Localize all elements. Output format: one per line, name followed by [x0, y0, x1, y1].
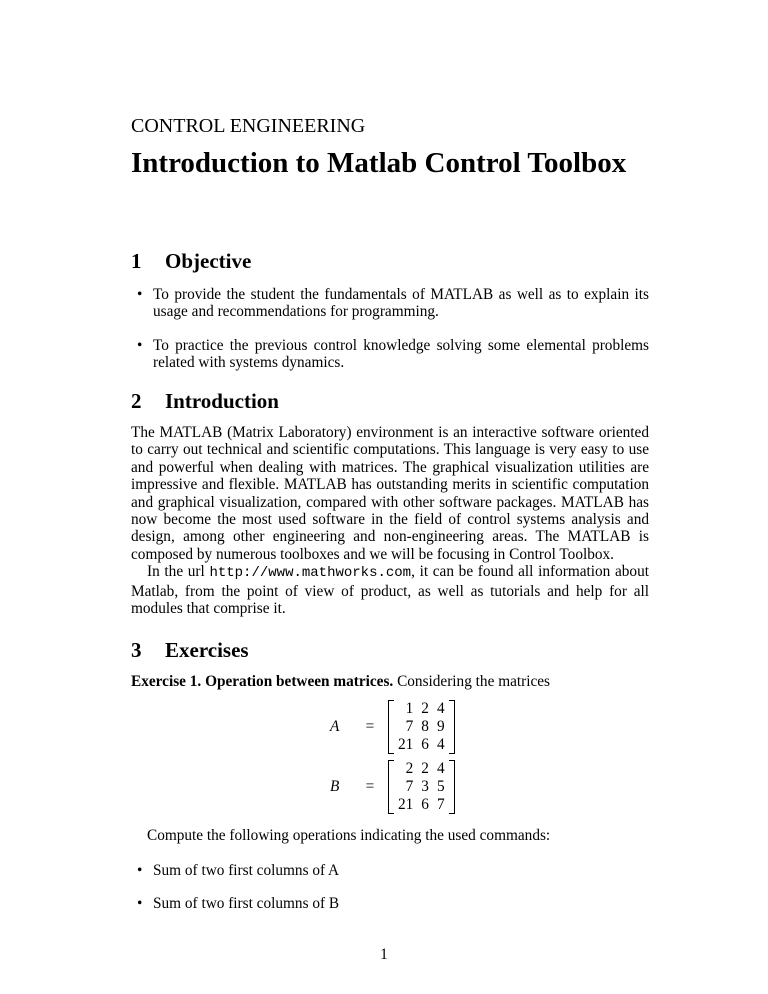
matrix-name: B	[330, 778, 340, 796]
bullet-icon: •	[137, 895, 143, 913]
cell: 4	[436, 736, 445, 753]
cell: 2	[405, 760, 414, 777]
section-heading-exercises	[131, 637, 649, 663]
equals-sign: =	[365, 778, 375, 796]
cell: 2	[421, 700, 429, 717]
equals-sign: =	[365, 718, 375, 736]
cell: 1	[405, 700, 414, 717]
list-item-text: Sum of two first columns of B	[153, 895, 340, 913]
introduction-body	[131, 424, 649, 617]
section-title: Introduction	[165, 389, 279, 413]
matrix-equations	[330, 698, 455, 818]
section-heading-introduction	[131, 388, 649, 414]
right-bracket	[449, 760, 455, 814]
matrix-values	[394, 700, 449, 754]
section-title: Exercises	[165, 638, 249, 662]
task-list	[131, 862, 649, 929]
right-bracket	[449, 700, 455, 754]
cell: 6	[421, 736, 429, 753]
bullet-icon: •	[137, 286, 143, 303]
cell: 3	[421, 778, 429, 795]
section-number: 2	[131, 389, 142, 413]
bullet-icon: •	[137, 336, 143, 354]
text: In the url	[147, 563, 210, 581]
list-item	[131, 286, 649, 321]
exercise-intro	[131, 673, 649, 690]
objective-list	[131, 286, 649, 388]
section-title: Objective	[165, 249, 252, 273]
matrix-b	[330, 758, 455, 816]
list-item	[131, 337, 649, 372]
section-number: 1	[131, 249, 142, 273]
bullet-icon: •	[137, 862, 143, 879]
page-number: 1	[380, 946, 388, 963]
cell: 6	[421, 796, 429, 813]
cell: 7	[405, 718, 414, 735]
cell: 21	[398, 796, 414, 813]
section-number: 3	[131, 638, 142, 662]
matrix-values	[394, 760, 449, 814]
cell: 7	[436, 796, 445, 813]
cell: 5	[436, 778, 445, 795]
matrix-a	[330, 698, 455, 756]
list-item-text: To practice the previous control knowledge solving some elemental problems related with systems dynamics.	[153, 336, 649, 372]
cell: 4	[436, 700, 445, 717]
list-item	[131, 862, 649, 879]
exercise-label: Exercise 1.	[131, 673, 202, 690]
mathworks-link[interactable]: http://www.mathworks.com	[209, 565, 412, 582]
list-item	[131, 895, 649, 912]
cell: 2	[421, 760, 429, 777]
paragraph: The MATLAB (Matrix Laboratory) environment is an interactive software oriented to carry out technical and scientific computations. This language is very easy to use and powerful when dealing with matrices. The graphical visualization utilities are impressive and flexible. MATLAB has outstanding merits in scientific computation and graphical visualization, compared with other software packages. MATLAB has now become the most used software in the field of control systems analysis and design, among other engineering and non-engineering areas. The MATLAB is composed by numerous toolboxes and we will be focusing in Control Toolbox.	[131, 424, 649, 563]
list-item-text: To provide the student the fundamentals of MATLAB as well as to explain its usage and recommendations for programming.	[153, 286, 649, 321]
list-item-text: Sum of two first columns of A	[153, 862, 340, 879]
section-heading-objective	[131, 248, 649, 274]
cell: 21	[398, 736, 414, 753]
course-kicker: CONTROL ENGINEERING	[131, 115, 366, 137]
text: , it can be found all information about Matlab, from the point of view of product, as well as tutorials and help for all modules that comprise it.	[131, 563, 649, 618]
matrix-brackets	[388, 760, 455, 814]
cell: 4	[436, 760, 445, 777]
exercise-title: Operation between matrices.	[205, 673, 394, 690]
exercise-text: Considering the matrices	[393, 673, 551, 690]
paragraph	[131, 563, 649, 617]
cell: 8	[421, 718, 429, 735]
cell: 9	[436, 718, 445, 735]
matrix-name: A	[330, 718, 340, 736]
page-title: Introduction to Matlab Control Toolbox	[131, 147, 627, 179]
cell: 7	[405, 778, 414, 795]
compute-instruction: Compute the following operations indicating the used commands:	[147, 827, 551, 844]
matrix-brackets	[388, 700, 455, 754]
